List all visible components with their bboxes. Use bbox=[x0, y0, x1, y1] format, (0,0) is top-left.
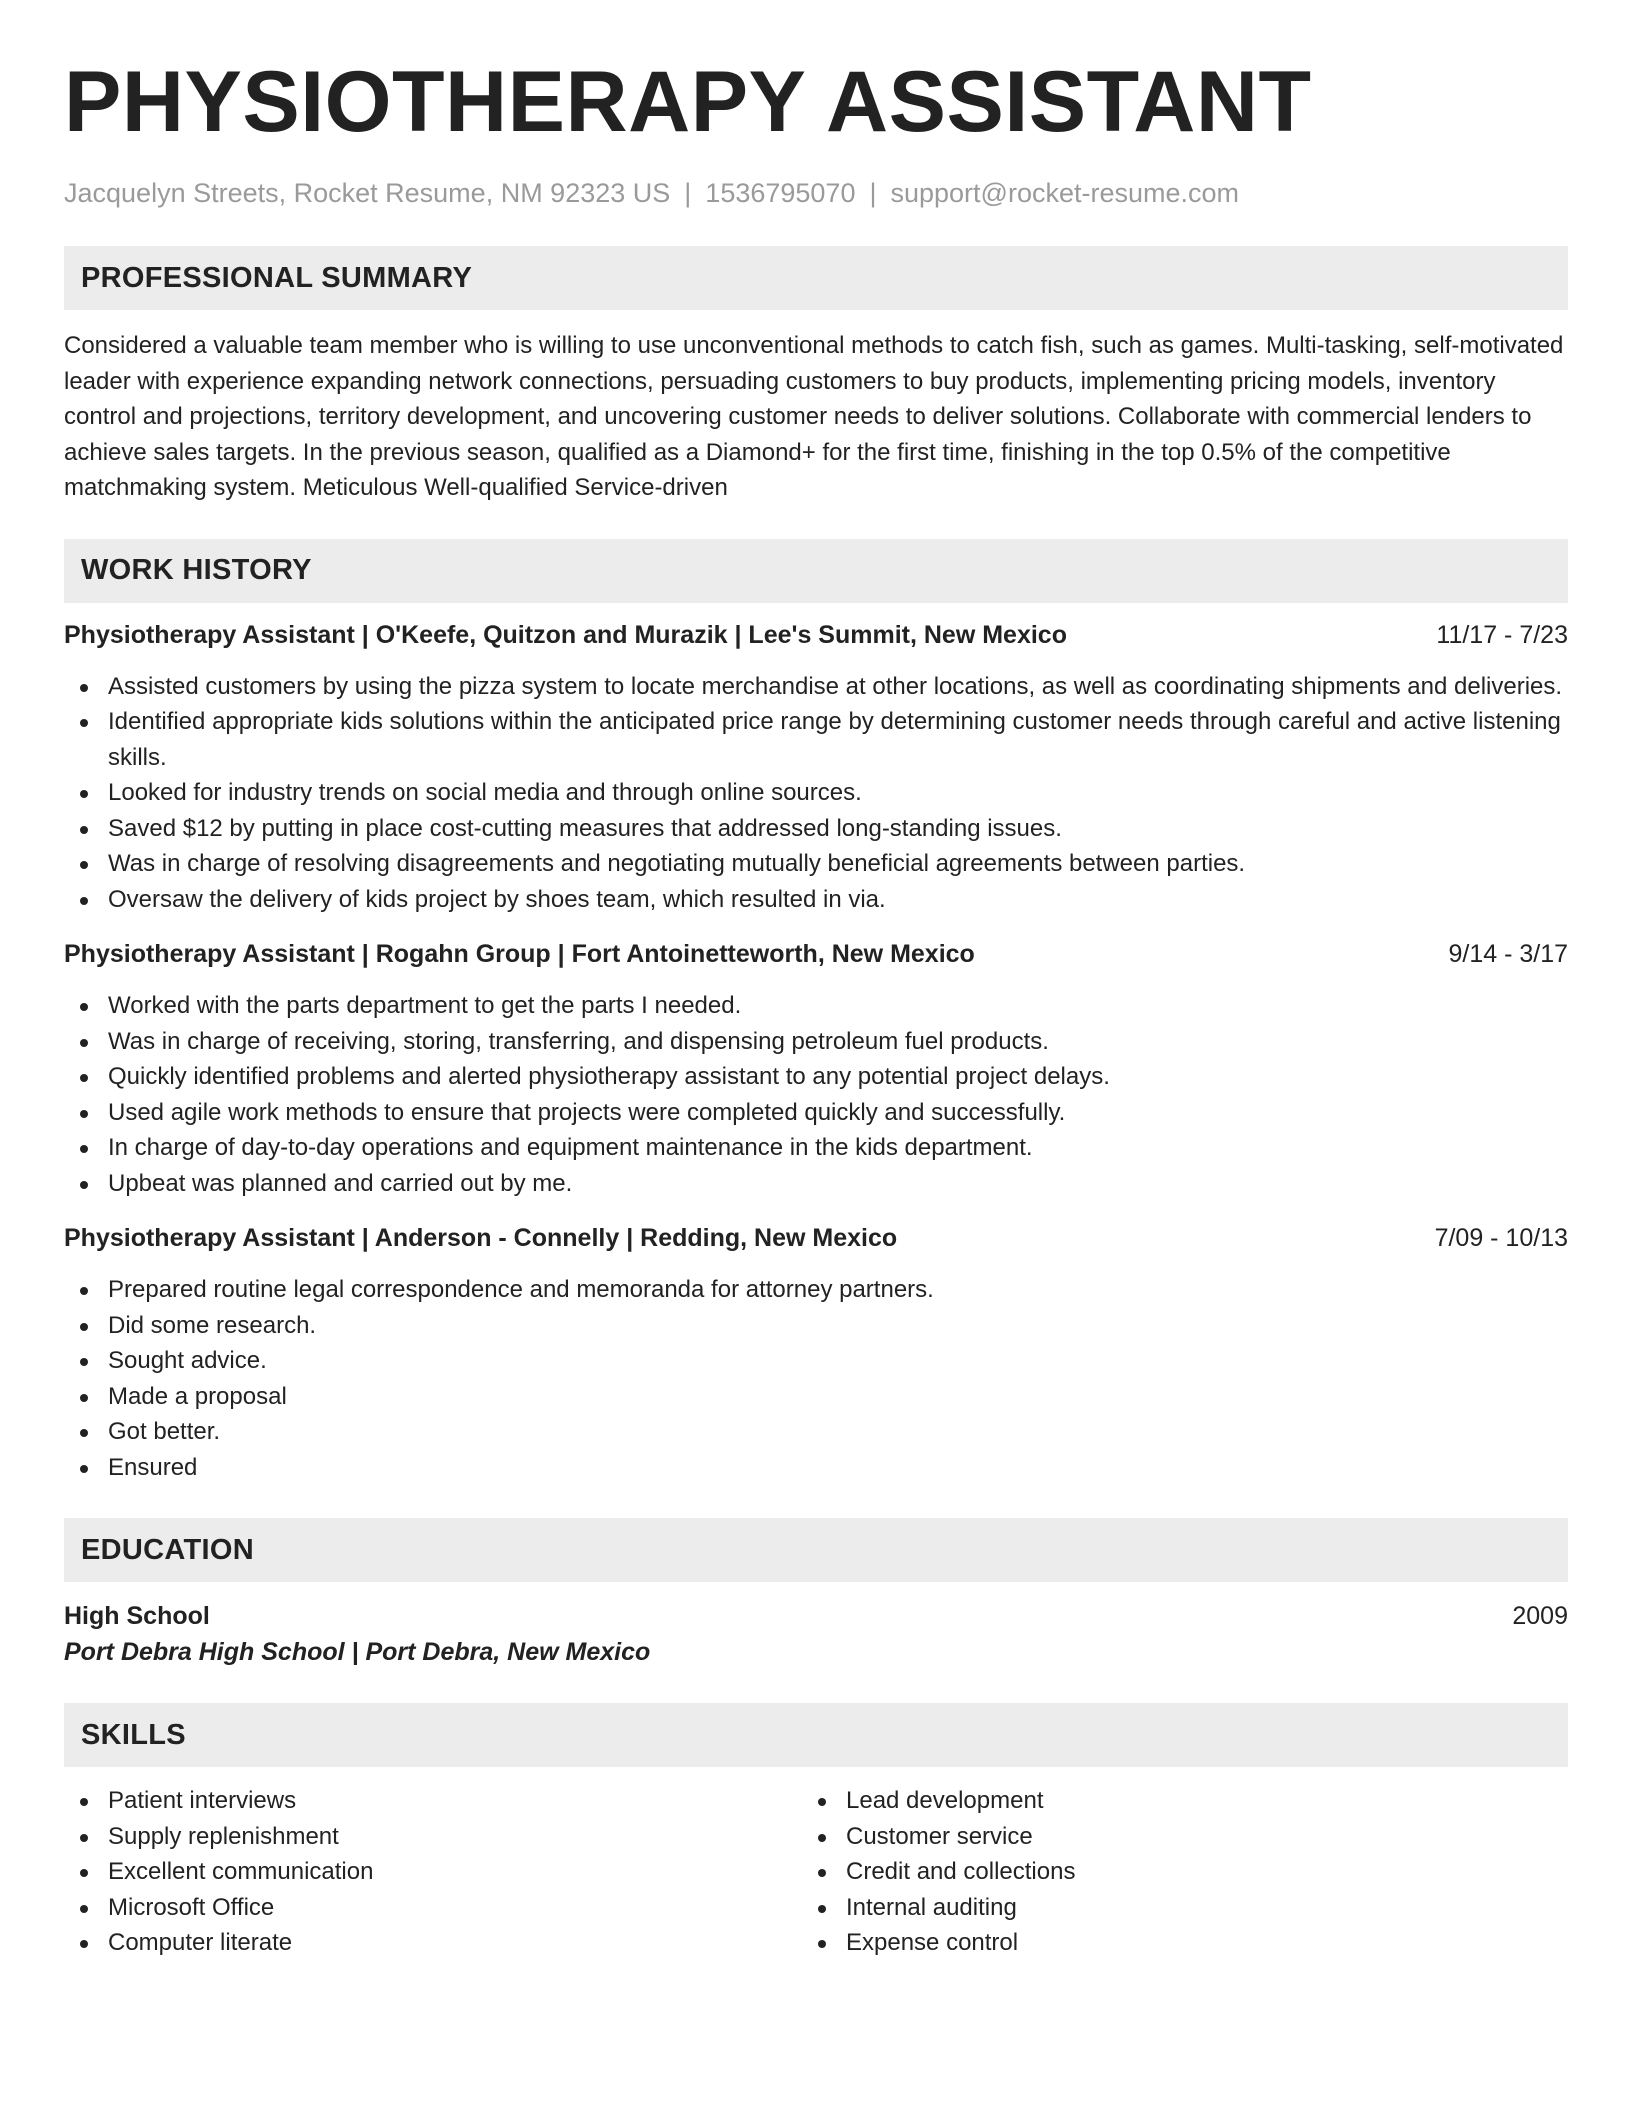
job-bullet: Got better. bbox=[64, 1414, 1568, 1450]
education-year: 2009 bbox=[1512, 1602, 1568, 1630]
job-bullet: Quickly identified problems and alerted physiotherapy assistant to any potential project delays. bbox=[64, 1059, 1568, 1095]
skill-item: Credit and collections bbox=[802, 1854, 1540, 1890]
job-bullet: Ensured bbox=[64, 1450, 1568, 1486]
job-bullet: Upbeat was planned and carried out by me. bbox=[64, 1166, 1568, 1202]
contact-line bbox=[64, 176, 1568, 210]
work-section-header bbox=[64, 539, 1568, 603]
skill-item: Microsoft Office bbox=[64, 1890, 802, 1926]
skill-item: Lead development bbox=[802, 1783, 1540, 1819]
summary-heading: PROFESSIONAL SUMMARY bbox=[81, 261, 473, 294]
job-bullet: Worked with the parts department to get the parts I needed. bbox=[64, 988, 1568, 1024]
skills-list-left bbox=[64, 1783, 802, 1961]
skills-columns bbox=[64, 1783, 1568, 1961]
skill-item: Customer service bbox=[802, 1819, 1540, 1855]
job-bullets bbox=[64, 988, 1568, 1201]
resume-page bbox=[64, 52, 1568, 1961]
job-bullet: Saved $12 by putting in place cost-cutting measures that addressed long-standing issues. bbox=[64, 811, 1568, 847]
job-title-row bbox=[64, 1222, 1568, 1254]
resume-title: PHYSIOTHERAPY ASSISTANT bbox=[64, 54, 1312, 150]
work-heading: WORK HISTORY bbox=[81, 554, 312, 586]
job-title: Physiotherapy Assistant | Anderson - Connelly | Redding, New Mexico bbox=[64, 1224, 898, 1252]
job-bullet: Used agile work methods to ensure that projects were completed quickly and successfully. bbox=[64, 1095, 1568, 1131]
education-section-header bbox=[64, 1518, 1568, 1582]
job-dates: 11/17 - 7/23 bbox=[1436, 620, 1568, 649]
job-bullet: Assisted customers by using the pizza system to locate merchandise at other locations, as well as coordinating shipments and deliveries. bbox=[64, 669, 1568, 705]
job-title-row bbox=[64, 619, 1568, 651]
job-bullet: Identified appropriate kids solutions within the anticipated price range by determining customer needs through careful and active listening skills. bbox=[64, 704, 1568, 775]
skill-item: Patient interviews bbox=[64, 1783, 802, 1819]
job-entry bbox=[64, 1222, 1568, 1485]
job-entry bbox=[64, 619, 1568, 918]
skill-item: Computer literate bbox=[64, 1925, 802, 1961]
skill-item: Supply replenishment bbox=[64, 1819, 802, 1855]
job-bullets bbox=[64, 1272, 1568, 1485]
skill-item: Excellent communication bbox=[64, 1854, 802, 1890]
job-bullet: Looked for industry trends on social media and through online sources. bbox=[64, 775, 1568, 811]
education-school: Port Debra High School | Port Debra, New Mexico bbox=[64, 1638, 651, 1666]
skill-item: Expense control bbox=[802, 1925, 1540, 1961]
contact-phone: 1536795070 bbox=[705, 178, 856, 208]
job-bullet: Oversaw the delivery of kids project by shoes team, which resulted in via. bbox=[64, 882, 1568, 918]
job-bullet: Was in charge of resolving disagreements and negotiating mutually beneficial agreements between parties. bbox=[64, 846, 1568, 882]
job-bullet: In charge of day-to-day operations and equipment maintenance in the kids department. bbox=[64, 1130, 1568, 1166]
skills-section-header bbox=[64, 1703, 1568, 1767]
job-bullet: Was in charge of receiving, storing, transferring, and dispensing petroleum fuel products. bbox=[64, 1024, 1568, 1060]
job-entry bbox=[64, 938, 1568, 1201]
skills-heading: SKILLS bbox=[81, 1718, 186, 1751]
job-dates: 9/14 - 3/17 bbox=[1448, 940, 1568, 968]
education-row bbox=[64, 1599, 1568, 1633]
education-entry bbox=[64, 1599, 1568, 1671]
skill-item: Internal auditing bbox=[802, 1890, 1540, 1926]
contact-email: support@rocket-resume.com bbox=[890, 178, 1240, 208]
summary-section-header bbox=[64, 246, 1568, 310]
job-dates: 7/09 - 10/13 bbox=[1434, 1224, 1568, 1252]
job-bullet: Did some research. bbox=[64, 1308, 1568, 1344]
contact-address: Jacquelyn Streets, Rocket Resume, NM 92323 US bbox=[64, 178, 671, 208]
job-title: Physiotherapy Assistant | O'Keefe, Quitzon and Murazik | Lee's Summit, New Mexico bbox=[64, 620, 1067, 649]
contact-separator: | bbox=[869, 178, 877, 208]
job-title-row bbox=[64, 938, 1568, 970]
job-bullets bbox=[64, 669, 1568, 918]
job-title: Physiotherapy Assistant | Rogahn Group | Fort Antoinetteworth, New Mexico bbox=[64, 940, 975, 968]
job-bullet: Prepared routine legal correspondence and memoranda for attorney partners. bbox=[64, 1272, 1568, 1308]
contact-separator: | bbox=[684, 178, 692, 208]
skills-list-right bbox=[802, 1783, 1540, 1961]
education-degree: High School bbox=[64, 1602, 210, 1630]
summary-text: Considered a valuable team member who is willing to use unconventional methods to catch fish, such as games. Multi-tasking, self-motivated leader with experience expanding network connections, persuading customers to buy products, implementing pricing models, inventory control and projections, territory development, and uncovering customer needs to deliver solutions. Collaborate with commercial lenders to achieve sales targets. In the previous season, qualified as a Diamond+ for the first time, finishing in the top 0.5% of the competitive matchmaking system. Meticulous Well-qualified Service-driven bbox=[64, 332, 1564, 501]
education-heading: EDUCATION bbox=[81, 1533, 254, 1566]
job-bullet: Sought advice. bbox=[64, 1343, 1568, 1379]
job-bullet: Made a proposal bbox=[64, 1379, 1568, 1415]
